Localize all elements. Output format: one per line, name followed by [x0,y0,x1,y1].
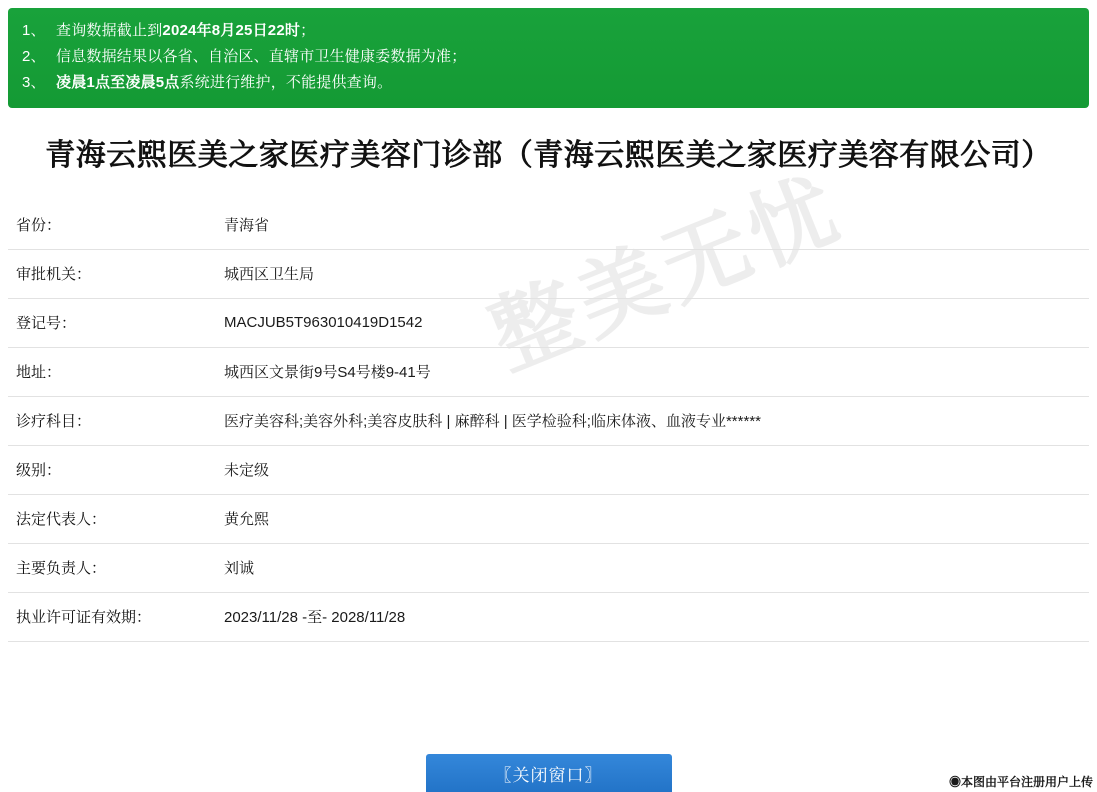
page-title: 青海云熙医美之家医疗美容门诊部（青海云熙医美之家医疗美容有限公司） [45,139,1052,172]
notice-line-3-number: 3、 [22,74,46,91]
table-row [8,298,1089,347]
table-row [8,543,1089,592]
notice-line-2-number: 2、 [22,48,46,65]
row-label: 审批机关： [8,249,216,298]
row-label: 执业许可证有效期： [8,592,216,641]
table-row [8,445,1089,494]
table-row [8,494,1089,543]
row-value: 黄允熙 [216,494,1089,543]
row-label: 诊疗科目： [8,396,216,445]
notice-line-3-emphasis: 凌晨1点至凌晨5点 [56,74,180,91]
notice-line-1-emphasis: 2024年8月25日22时 [162,22,301,39]
row-value: 未定级 [216,445,1089,494]
notice-banner [8,8,1089,108]
row-value: 城西区卫生局 [216,249,1089,298]
notice-line-1-number: 1、 [22,22,46,39]
notice-line-2-text: 信息数据结果以各省、自治区、直辖市卫生健康委数据为准； [56,48,467,65]
row-label: 主要负责人： [8,543,216,592]
notice-line-2 [22,44,1075,70]
row-value: MACJUB5T963010419D1542 [216,298,1089,347]
table-row [8,200,1089,249]
row-value: 医疗美容科;美容外科;美容皮肤科 | 麻醉科 | 医学检验科;临床体液、血液专业****** [216,396,1089,445]
table-row [8,592,1089,641]
row-label: 地址： [8,347,216,396]
clinic-info-table [8,200,1089,642]
watermark-text: 整美无忧 [478,160,856,388]
table-row [8,249,1089,298]
notice-line-1-suffix: ； [300,22,316,39]
table-row [8,347,1089,396]
notice-line-1 [22,18,1075,44]
page-title-container [10,134,1087,178]
row-label: 登记号： [8,298,216,347]
copyright-note: ◉本图由平台注册用户上传 [948,775,1093,789]
row-value: 刘诚 [216,543,1089,592]
notice-line-3-suffix: 系统进行维护，不能提供查询。 [179,74,393,91]
row-value: 2023/11/28 -至- 2028/11/28 [216,592,1089,641]
row-label: 级别： [8,445,216,494]
notice-line-1-text: 查询数据截止到 [56,22,163,39]
notice-line-3 [22,70,1075,96]
row-value: 城西区文景街9号S4号楼9-41号 [216,347,1089,396]
footer-bar [0,754,1097,792]
row-label: 省份： [8,200,216,249]
row-label: 法定代表人： [8,494,216,543]
clinic-info-table-body [8,200,1089,641]
row-value: 青海省 [216,200,1089,249]
close-window-button[interactable]: 〖关闭窗口〗 [426,754,672,792]
table-row [8,396,1089,445]
